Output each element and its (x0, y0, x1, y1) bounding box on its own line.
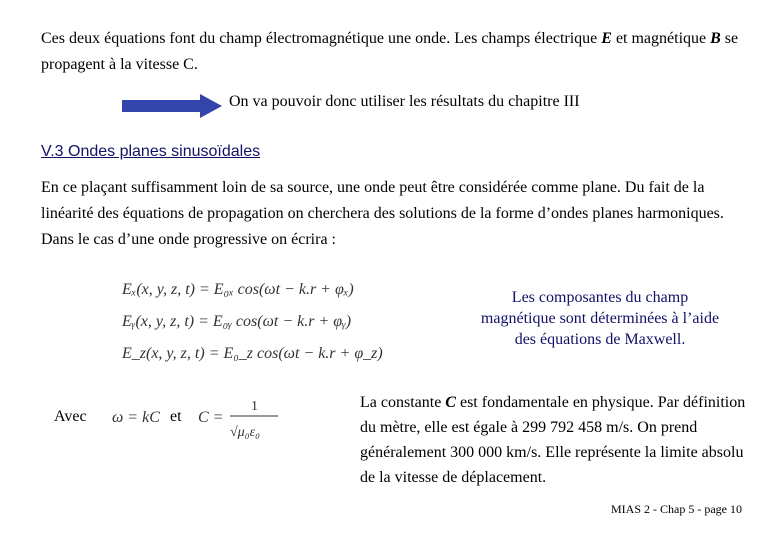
intro-paragraph: Ces deux équations font du champ électromagnétique une onde. Les champs électrique E et magnétique B se propagent à la vitesse C. (41, 30, 739, 73)
right-arrow-icon (122, 94, 222, 118)
light-speed-formula (106, 396, 286, 446)
constant-paragraph: La constante C est fondamentale en physique. Par définition du mètre, elle est égale à 299 792 458 m/s. On prend généralement 300 000 km/s. Elle représente la limite absolu de la vitesse de déplacement. (360, 394, 746, 486)
body-paragraph: En ce plaçant suffisamment loin de sa source, une onde peut être considérée comme plane. Du fait de la linéarité des équations de propagation on cherchera des solutions de la forme d’ondes planes harmoniques. Dans le cas d’une onde progressive on écrira : (41, 179, 724, 248)
section-heading: V.3 Ondes planes sinusoïdales (41, 143, 261, 160)
page-footer: MIAS 2 - Chap 5 - page 10 (611, 502, 742, 516)
avec-label: Avec (54, 408, 87, 425)
omega-formula: ω = kC (112, 409, 160, 426)
equation-z: E_z(x, y, z, t) = E₀_z cos(ωt − k.r + φ_z) (122, 345, 383, 362)
equation-x: Eₓ(x, y, z, t) = E₀ₓ cos(ωt − k.r + φₓ) (122, 281, 354, 298)
wave-equations (120, 272, 390, 370)
et-label: et (170, 408, 182, 425)
fraction-denominator: √μ₀ε₀ (230, 425, 260, 440)
arrow-caption: On va pouvoir donc utiliser les résultats du chapitre III (229, 93, 580, 110)
c-lhs: C = (198, 409, 224, 426)
equation-y: Eᵧ(x, y, z, t) = E₀ᵧ cos(ωt − k.r + φᵧ) (122, 313, 352, 330)
maxwell-note: Les composantes du champ magnétique sont déterminées à l’aide des équations de Maxwell. (480, 289, 720, 348)
fraction-numerator: 1 (251, 399, 258, 414)
